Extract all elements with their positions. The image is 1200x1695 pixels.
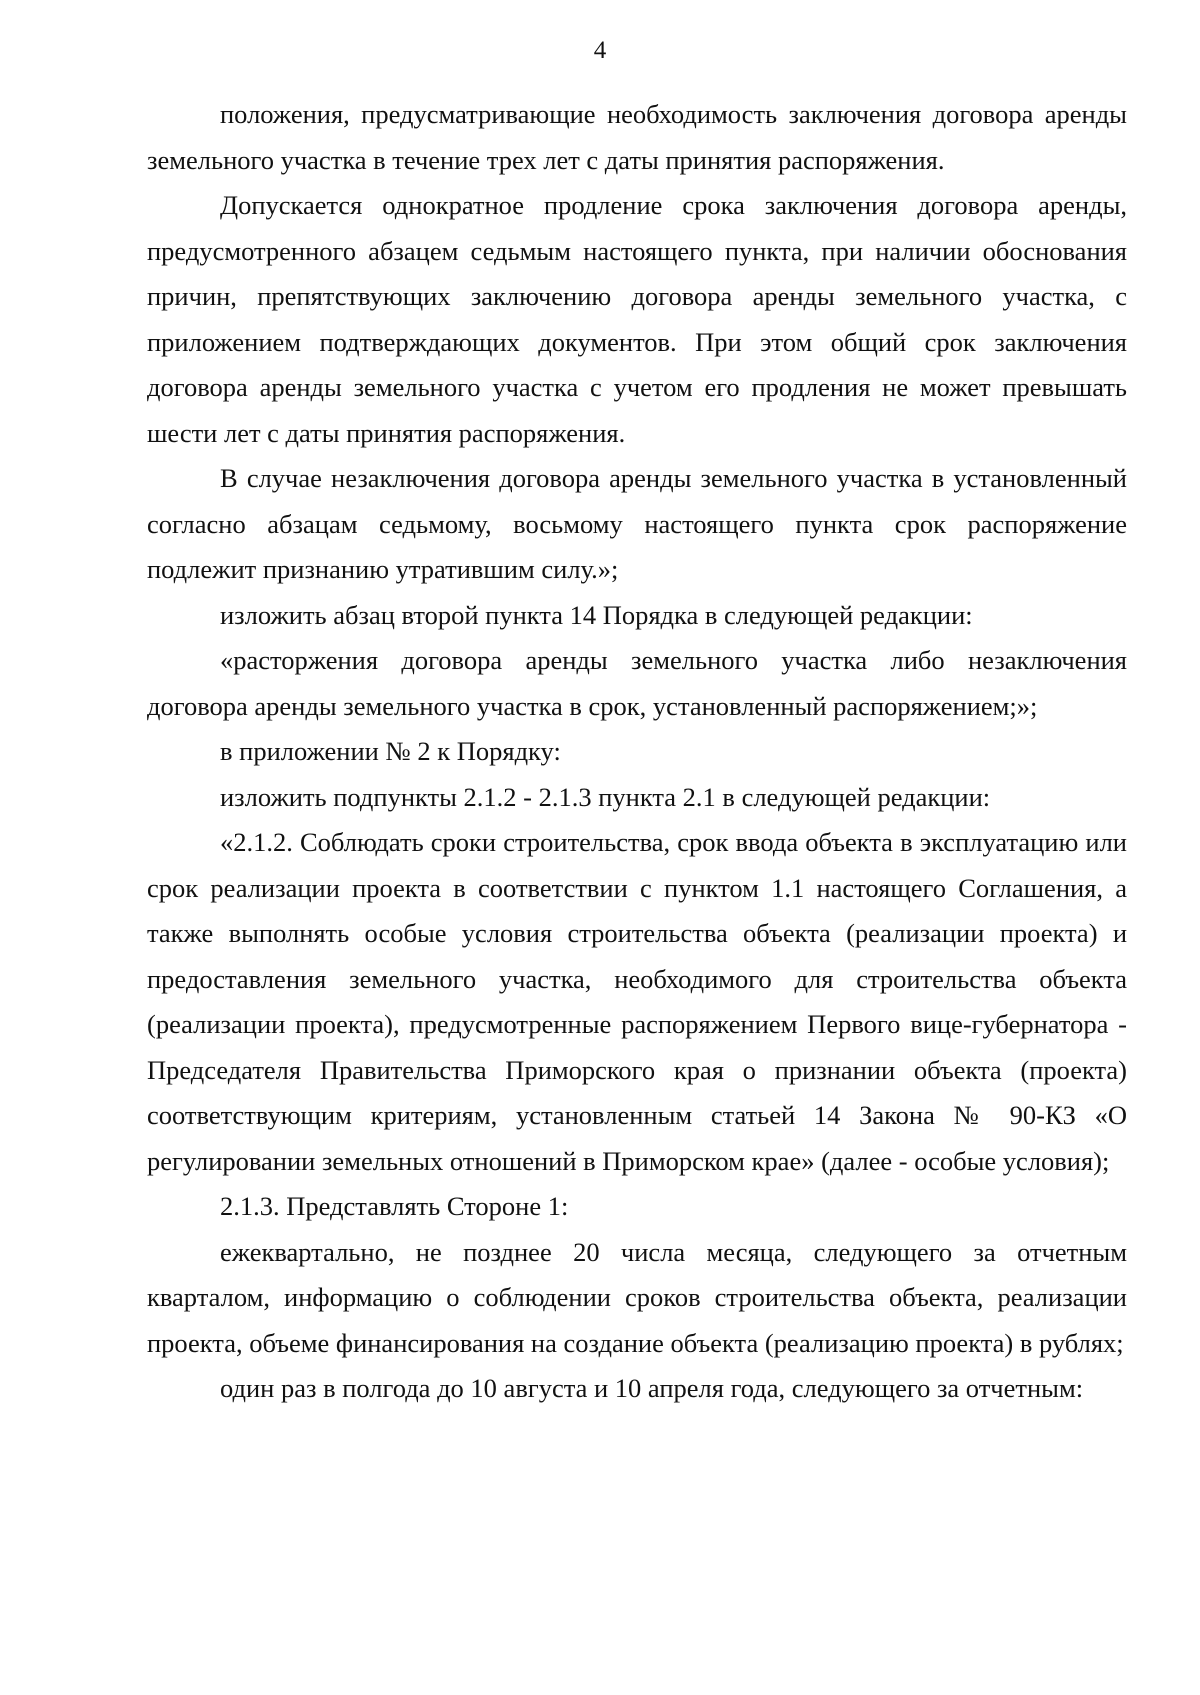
paragraph-5: «расторжения договора аренды земельного участка либо незаключения договора аренды земельного участка в срок, установленный распоряжением;»;: [147, 645, 1127, 721]
paragraph-2: Допускается однократное продление срока заключения договора аренды, предусмотренного абзацем седьмым настоящего пункта, при наличии обоснования причин, препятствующих заключению договора аренды земельного участка, с приложением подтверждающих документов. При этом общий срок заключения договора аренды земельного участка с учетом его продления не может превышать шести лет с даты принятия распоряжения.: [147, 190, 1127, 448]
paragraph-1: положения, предусматривающие необходимость заключения договора аренды земельного участка в течение трех лет с даты принятия распоряжения.: [147, 99, 1127, 175]
paragraph-9: 2.1.3. Представлять Стороне 1:: [220, 1191, 569, 1221]
document-body: [147, 92, 1127, 1412]
paragraph-11: один раз в полгода до 10 августа и 10 апреля года, следующего за отчетным:: [220, 1373, 1084, 1403]
paragraph-7: изложить подпункты 2.1.2 - 2.1.3 пункта 2.1 в следующей редакции:: [220, 781, 991, 812]
paragraph-6: в приложении № 2 к Порядку:: [220, 736, 561, 766]
paragraph-3: В случае незаключения договора аренды земельного участка в установленный согласно абзацам седьмому, восьмому настоящего пункта срок распоряжение подлежит признанию утратившим силу.»;: [147, 463, 1127, 584]
paragraph-4: изложить абзац второй пункта 14 Порядка в следующей редакции:: [220, 599, 973, 630]
paragraph-10: ежеквартально, не позднее 20 числа месяца, следующего за отчетным кварталом, информацию о соблюдении сроков строительства объекта, реализации проекта, объеме финансирования на создание объекта (реализацию проекта) в рублях;: [147, 1236, 1127, 1358]
paragraph-8: «2.1.2. Соблюдать сроки строительства, срок ввода объекта в эксплуатацию или срок реализации проекта в соответствии с пунктом 1.1 настоящего Соглашения, а также выполнять особые условия строительства объекта (реализации проекта) и предоставления земельного участка, необходимого для строительства объекта (реализации проекта), предусмотренные распоряжением Первого вице-губернатора - Председателя Правительства Приморского края о признании объекта (проекта) соответствующим критериям, установленным статьей 14 Закона № 90-КЗ «О регулировании земельных отношений в Приморском крае» (далее - особые условия);: [147, 827, 1127, 1176]
page-number: 4: [593, 37, 607, 64]
